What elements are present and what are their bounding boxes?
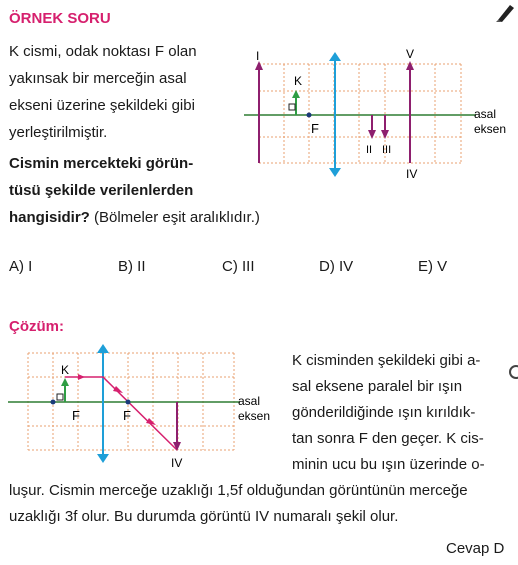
question-last-line	[9, 204, 329, 231]
object-k	[292, 90, 300, 115]
focal-point-right	[126, 400, 131, 405]
pencil-icon	[492, 2, 516, 27]
solution-line: minin ucu bu ışın üzerinde o-	[292, 456, 485, 473]
statement-line: yerleştirilmiştir.	[9, 124, 108, 141]
image-iii	[381, 115, 389, 139]
label-axis-1: asal	[238, 394, 261, 408]
label-f-right: F	[123, 408, 131, 423]
label-f-left: F	[72, 408, 80, 423]
magnifier-icon	[508, 364, 518, 389]
question-line: Cismin mercekteki görün-	[9, 155, 194, 172]
solution-full-text	[9, 478, 514, 530]
question-line: tüsü şekilde verilenlerden	[9, 182, 194, 199]
label-iii: III	[382, 144, 392, 156]
label-ii: II	[366, 144, 373, 156]
solution-side-text	[292, 348, 512, 478]
statement-line: ekseni üzerine şekildeki gibi	[9, 97, 195, 114]
small-square	[289, 104, 295, 110]
solution-line: luşur. Cismin merceğe uzaklığı 1,5f olduğundan görüntünün merceğe	[9, 482, 468, 499]
small-square	[57, 394, 63, 400]
option-e[interactable]: E) V	[418, 258, 448, 275]
option-a[interactable]: A) I	[9, 258, 33, 275]
image-iv	[173, 402, 181, 451]
solution-line: sal eksene paralel bir ışın	[292, 378, 463, 395]
question-bold: hangisidir?	[9, 209, 90, 226]
solution-line: uzaklığı 3f olur. Bu durumda görüntü IV numaralı şekil olur.	[9, 508, 399, 525]
label-k: K	[294, 74, 303, 88]
solution-line: tan sonra F den geçer. K cis-	[292, 430, 484, 447]
label-iv: IV	[406, 167, 418, 181]
label-iv: IV	[171, 456, 183, 470]
label-axis-2: eksen	[474, 122, 507, 136]
label-axis-1: asal	[474, 107, 497, 121]
statement-line: yakınsak bir merceğin asal	[9, 70, 187, 87]
lens-figure-question	[244, 40, 518, 190]
light-ray	[65, 374, 177, 450]
image-ii	[368, 115, 376, 139]
image-i	[255, 61, 263, 163]
example-statement	[9, 38, 244, 146]
object-k	[61, 378, 69, 402]
question-note: (Bölmeler eşit aralıklıdır.)	[89, 209, 260, 226]
lens	[97, 344, 109, 463]
statement-line: K cismi, odak noktası F olan	[9, 43, 197, 60]
label-f: F	[311, 121, 319, 136]
label-k: K	[61, 363, 70, 377]
focal-point	[307, 113, 312, 118]
label-axis-2: eksen	[238, 409, 271, 423]
solution-line: gönderildiğinde ışın kırıldık-	[292, 404, 476, 421]
example-question	[9, 150, 244, 204]
answer-label: Cevap D	[446, 540, 505, 557]
image-v	[406, 61, 414, 163]
example-title: ÖRNEK SORU	[9, 10, 111, 27]
option-c[interactable]: C) III	[222, 258, 255, 275]
lens-figure-solution	[8, 343, 280, 473]
grid	[259, 64, 461, 163]
option-b[interactable]: B) II	[118, 258, 146, 275]
option-d[interactable]: D) IV	[319, 258, 354, 275]
solution-title: Çözüm:	[9, 318, 64, 335]
label-i: I	[256, 49, 260, 63]
focal-point-left	[51, 400, 56, 405]
label-v: V	[406, 47, 415, 61]
solution-line: K cisminden şekildeki gibi a-	[292, 352, 481, 369]
